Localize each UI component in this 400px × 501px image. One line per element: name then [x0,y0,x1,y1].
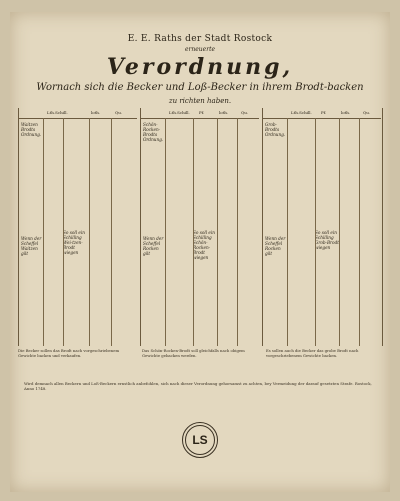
section-label: Waitzen Brodts Ordnung. [21,122,42,137]
price-table [18,108,382,346]
weight-label: So soll ein Schilling Schön-Rocken-Brodt wiegen [193,230,215,260]
section-label: Schön-Rocken-Brodts Ordnung. [143,122,164,142]
seal-stamp [182,422,218,458]
weight-label: So soll ein Schilling Grob-Brodt wiegen [315,230,339,250]
price-label: Wenn der Scheffel Waitzen gilt [21,236,42,256]
header-cell: Lth.Schill. [291,110,312,115]
header-cell: loth. [341,110,351,115]
section-label: Grob-Brodts Ordnung. [265,122,286,137]
header-cell: Lth.Schill. [47,110,68,115]
table-column-grob [262,108,381,346]
header-cell: Pf. [321,110,327,115]
header-cell: loth. [91,110,101,115]
header-cell: Pf. [199,110,205,115]
header-cell: Lth.Schill. [169,110,190,115]
column-header [141,108,259,119]
subtitle-2: zu richten haben. [168,97,232,105]
header-cell: Qu. [115,110,123,115]
authority-line: E. E. Raths der Stadt Rostock [127,34,273,44]
closing-paragraph: Wird demnach allen Beckern und Loß-Beckern ernstlich anbefohlen, sich nach dieser Verordnung gehorsamst zu achten, bey Vermeidung der darauf gesetzten Strafe. Rostock, Anno 1748. [24,381,372,391]
seal-initials: LS [185,425,215,455]
header-cell: Qu. [241,110,249,115]
subtitle: Wornach sich die Becker und Loß-Becker in ihrem Brodt-backen [36,82,364,93]
footnote: Die Becker sollen das Brodt nach vorgeschriebenem Gewichte backen und verkaufen. [18,348,120,358]
table-column-schoen-rocken [140,108,259,346]
header-cell: Qu. [363,110,371,115]
weight-label: So soll ein Schilling Wei-tzen-Brodt wiegen [63,230,85,255]
document-sheet [10,12,390,492]
footnotes [18,349,382,379]
header-cell: loth. [219,110,229,115]
price-label: Wenn der Scheffel Rocken gilt [143,236,164,256]
footnote: Es sollen auch die Becker das grobe Brodt nach vorgeschriebenem Gewichte backen. [266,348,359,358]
column-header [19,108,137,119]
table-column-waitzen [18,108,137,346]
renewed-line: erneuerte [184,46,216,53]
column-header [263,108,381,119]
footnote: Das Schön-Rocken-Brodt soll gleichfalls nach obigem Gewichte gebacken werden. [142,348,245,358]
page-title: Verordnung, [106,54,294,80]
price-label: Wenn der Scheffel Rocken gilt [265,236,286,256]
